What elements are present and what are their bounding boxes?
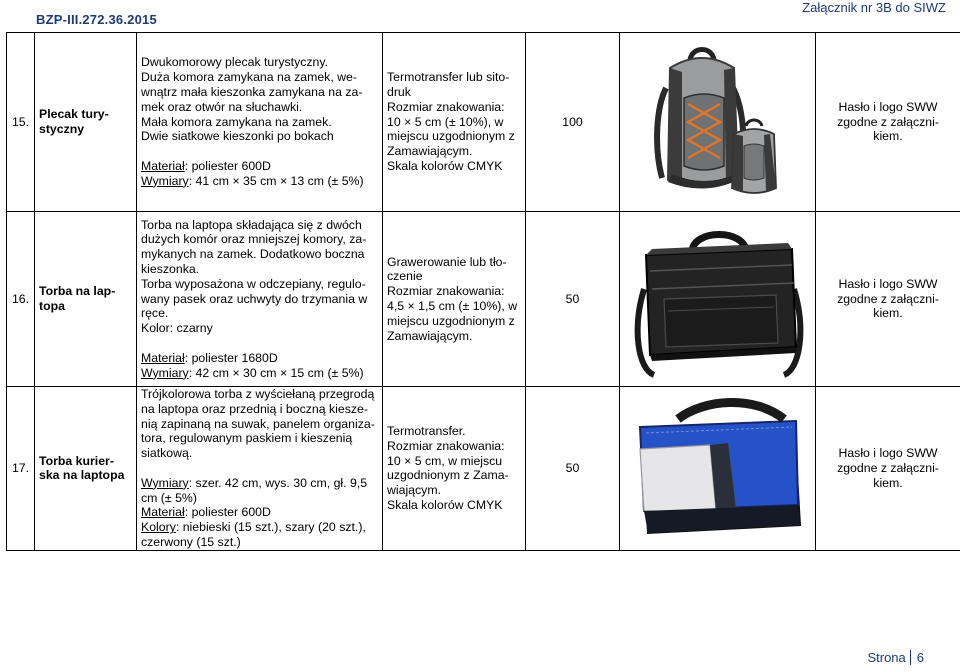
table-row	[7, 387, 960, 551]
product-image	[620, 212, 816, 387]
row-number: 17.	[7, 387, 35, 551]
quantity: 100	[526, 33, 620, 212]
quantity: 50	[526, 212, 620, 387]
material-line: Materiał: poliester 1680D	[141, 350, 278, 365]
page-header	[0, 0, 960, 30]
logo-requirement: Hasło i logo SWW zgodne z załączni- kiem.	[816, 387, 960, 551]
size-line: Wymiary: szer. 42 cm, wys. 30 cm, gł. 9,5	[141, 475, 368, 490]
colors-line: Kolory: niebieski (15 szt.), szary (20 szt.),	[141, 520, 366, 535]
table-row	[7, 33, 960, 212]
page-footer	[867, 650, 924, 665]
product-description: Torba na laptopa składająca się z dwóch dużych komór oraz mniejszej komory, za- mykanych na zamek. Dodatkowo boczna kieszonka. Torba wyposażona w odczepiany, regulo- wany pasek oraz uchwyty do trzymania w ręce. Kolor: czarny Materiał: poliester 1680D Wymiary: 42 cm × 30 cm × 15 cm (± 5%)	[137, 212, 383, 387]
quantity: 50	[526, 387, 620, 551]
page-number: 6	[910, 650, 924, 665]
material-line: Materiał: poliester 600D	[141, 505, 271, 520]
footer-label: Strona	[867, 650, 906, 665]
messenger-bag-icon	[624, 393, 814, 543]
product-name: Torba na lap- topa	[35, 212, 137, 387]
specification-table	[6, 32, 960, 551]
document-reference: BZP-III.272.36.2015	[36, 12, 157, 27]
product-image	[620, 33, 816, 212]
laptop-bag-icon	[624, 219, 814, 379]
product-name: Torba kurier- ska na laptopa	[35, 387, 137, 551]
marking-spec: Termotransfer lub sito- druk Rozmiar znakowania: 10 × 5 cm (± 10%), w miejscu uzgodnionym z Zamawiającym. Skala kolorów CMYK	[383, 33, 526, 212]
material-line: Materiał: poliester 600D	[141, 158, 271, 173]
row-number: 16.	[7, 212, 35, 387]
product-name: Plecak tury- styczny	[35, 33, 137, 212]
marking-spec: Termotransfer. Rozmiar znakowania: 10 × 5 cm, w miejscu uzgodnionym z Zama- wiającym. Skala kolorów CMYK	[383, 387, 526, 551]
attachment-label: Załącznik nr 3B do SIWZ	[802, 0, 946, 15]
size-line: Wymiary: 42 cm × 30 cm × 15 cm (± 5%)	[141, 365, 364, 380]
product-description: Dwukomorowy plecak turystyczny. Duża komora zamykana na zamek, we- wnątrz mała kieszonka zamykana na za- mek oraz otwór na słuchawki. Mała komora zamykana na zamek. Dwie siatkowe kieszonki po bokach Materiał: poliester 600D Wymiary: 41 cm × 35 cm × 13 cm (± 5%)	[137, 33, 383, 212]
backpack-icon	[648, 38, 788, 206]
marking-spec: Grawerowanie lub tło- czenie Rozmiar znakowania: 4,5 × 1,5 cm (± 10%), w miejscu uzgodnionym z Zamawiającym.	[383, 212, 526, 387]
product-description: Trójkolorowa torba z wyściełaną przegrodą na laptopa oraz przednią i boczną kiesze- nią zapinaną na suwak, panelem organiza- tora, regulowanym paskiem i kieszenią siatkową. Wymiary: szer. 42 cm, wys. 30 cm, gł. 9,5 cm (± 5%) Materiał: poliester 600D Kolory: niebieski (15 szt.), szary (20 szt.), czerwony (15 szt.)	[137, 387, 383, 551]
product-image	[620, 387, 816, 551]
table-row	[7, 212, 960, 387]
row-number: 15.	[7, 33, 35, 212]
logo-requirement: Hasło i logo SWW zgodne z załączni- kiem.	[816, 212, 960, 387]
logo-requirement: Hasło i logo SWW zgodne z załączni- kiem.	[816, 33, 960, 212]
size-line: Wymiary: 41 cm × 35 cm × 13 cm (± 5%)	[141, 173, 364, 188]
